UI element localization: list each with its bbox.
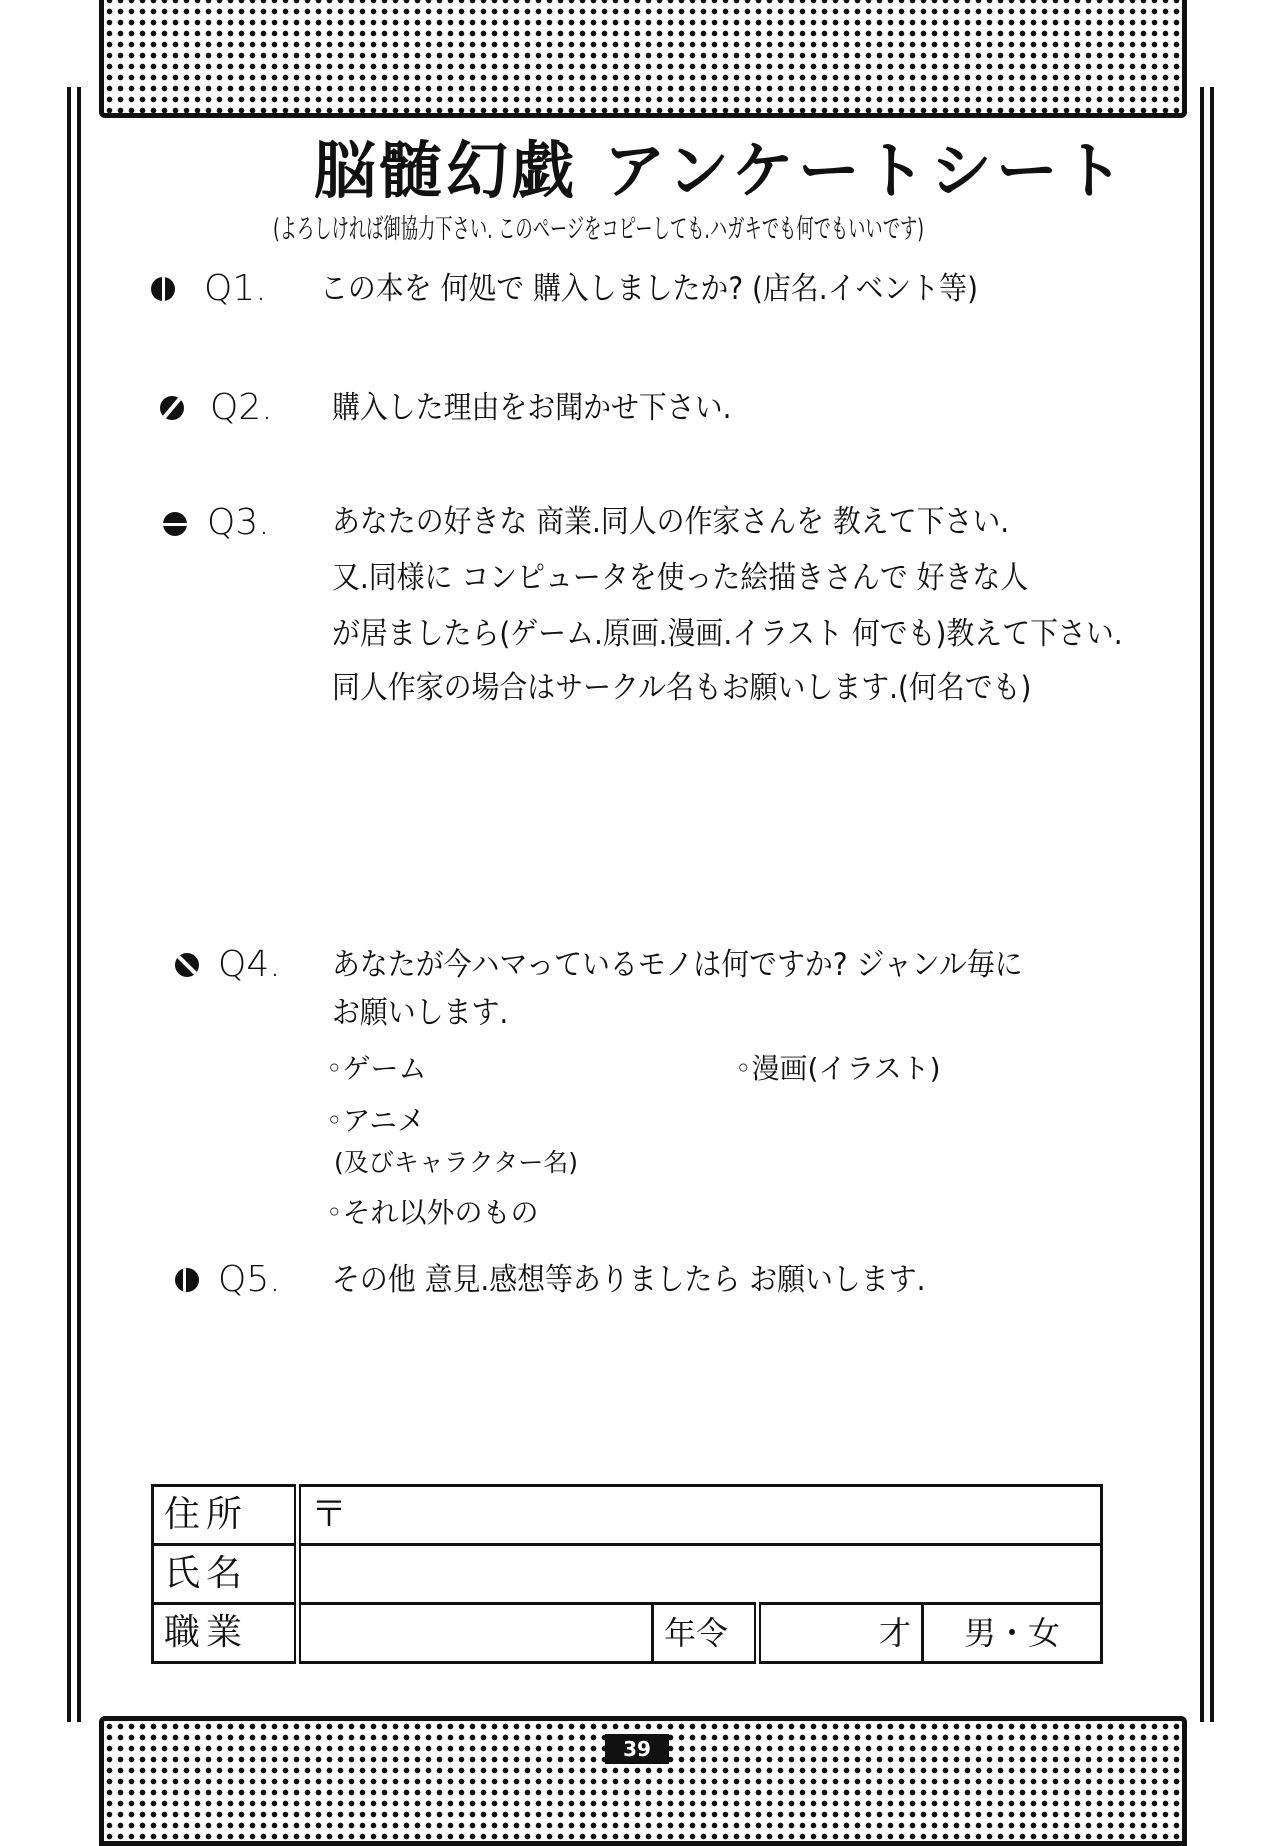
job-field[interactable] [298,1604,653,1663]
name-field[interactable] [298,1545,1102,1604]
contact-form [151,1484,1103,1664]
bullet-icon [163,512,187,536]
age-unit: 才 [878,1614,911,1652]
q4-option-anime: ◦アニメ [326,1104,426,1137]
page-number: 39 [605,1734,669,1764]
q1-label: Q1. [204,268,267,309]
q4-option-manga: ◦漫画(イラスト) [735,1052,941,1085]
q3-text-line: 又.同様に コンピュータを使った絵描きさんで 好きな人 [332,560,1029,596]
q4-option-game: ◦ゲーム [326,1052,427,1085]
right-border-line [1200,87,1204,1722]
sex-field[interactable]: 男・女 [923,1604,1102,1663]
name-label: 氏名 [153,1545,298,1604]
address-label: 住所 [153,1486,298,1545]
q5-text: その他 意見.感想等ありましたら お願いします. [332,1262,926,1298]
postal-mark: 〒 [311,1494,348,1535]
job-label: 職業 [153,1604,298,1663]
q4-text-line: あなたが今ハマっているモノは何ですか? ジャンル毎に [332,947,1023,983]
left-border-line [77,87,81,1722]
top-dotted-border [99,0,1187,118]
q3-text-line: が居ましたら(ゲーム.原画.漫画.イラスト 何でも)教えて下さい. [332,616,1123,652]
bullet-icon [151,277,175,301]
subtitle: (よろしければ御協力下さい. このページをコピーしても.ハガキでも何でもいいです) [273,214,925,245]
q4-label: Q4. [218,944,281,985]
left-border-line [67,87,71,1722]
bullet-icon [175,1268,199,1292]
q3-label: Q3. [207,502,270,543]
q2-label: Q2. [210,387,273,428]
q2-text: 購入した理由をお聞かせ下さい. [332,390,732,426]
q4-text-line: お願いします. [332,995,509,1031]
page-title: 脳髄幻戯 アンケートシート [314,134,1128,207]
q4-option-anime-note: (及びキャラクター名) [334,1148,579,1177]
age-field[interactable] [758,1604,923,1663]
q5-label: Q5. [218,1259,281,1300]
address-field[interactable] [298,1486,1102,1545]
q4-option-other: ◦それ以外のもの [326,1196,539,1229]
q3-text-line: あなたの好きな 商業.同人の作家さんを 教えて下さい. [332,504,1010,540]
bullet-icon [175,953,199,977]
right-border-line [1210,87,1214,1722]
q3-text-line: 同人作家の場合はサークル名もお願いします.(何名でも) [332,670,1032,706]
age-label: 年令 [653,1604,758,1663]
bullet-icon [160,396,184,420]
q1-text: この本を 何処で 購入しましたか? (店名.イベント等) [320,271,978,307]
